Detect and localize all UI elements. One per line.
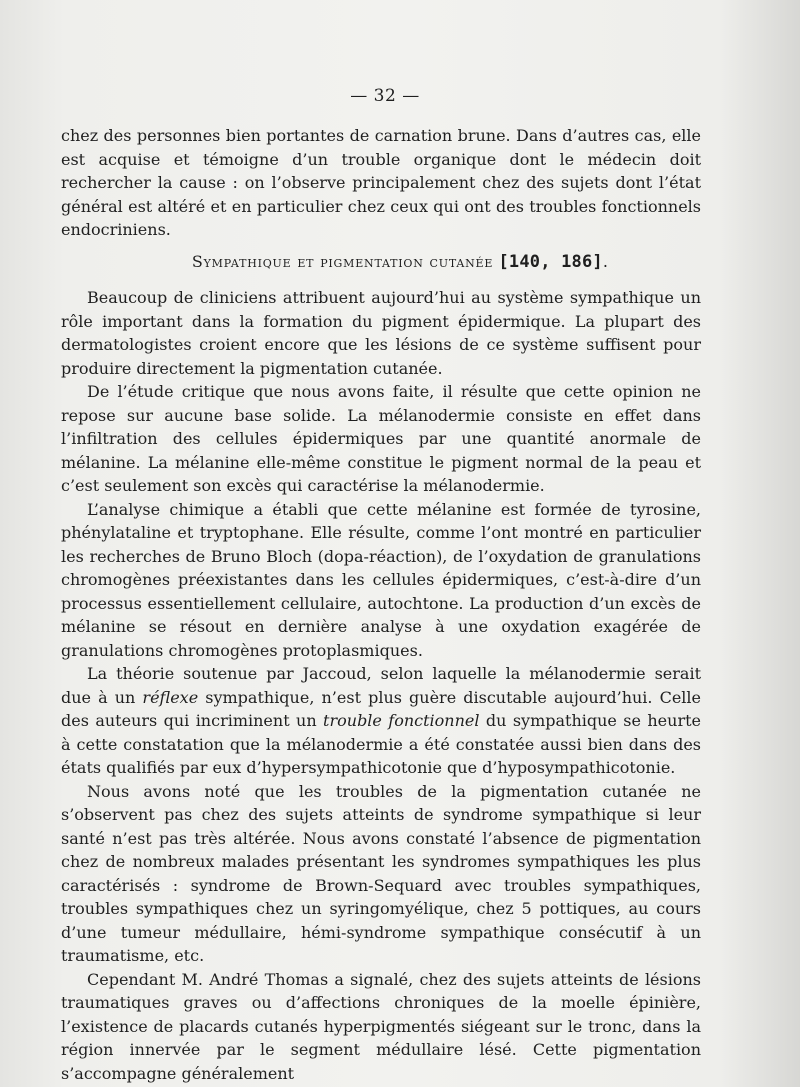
p5-part-a: La théorie soutenue par Jaccoud, selon laquelle la mélanodermie serait due à un: [61, 664, 701, 707]
paragraph-etude-critique: De l’étude critique que nous avons faite, il résulte que cette opinion ne repose sur aucune base solide. La mélanodermie consiste en effet dans l’infiltration des cellules épidermiques par une quantité anormale de mélanine. La mélanine elle-même constitue le pigment normal de la peau et c’est seulement son excès qui caractérise la mélanodermie.: [61, 382, 701, 495]
section-heading-title: Sympathique et pigmentation cutanée: [191, 252, 494, 271]
p5-italic-reflexe: réflexe: [142, 687, 199, 707]
paragraph-troubles-pigmentation: Nous avons noté que les troubles de la pigmentation cutanée ne s’observent pas chez des sujets atteints de syndrome sympathique si leur santé n’est pas très altérée. Nous avons constaté l’absence de pigmentation chez de nombreux malades présentant les syndromes sympathiques les plus caractérisés : syndrome de Brown-Sequard avec troubles sympathiques, troubles sympathiques chez un syringomyélique, chez 5 pottiques, au cours d’une tumeur médullaire, hémi-syndrome sympathique consécutif à un traumatisme, etc.: [61, 781, 701, 965]
section-body: [61, 286, 701, 1085]
section-heading: [0, 252, 800, 272]
section-heading-end: .: [602, 252, 609, 271]
paragraph-analyse-chimique: L’analyse chimique a établi que cette mélanine est formée de tyrosine, phénylataline et tryptophane. Elle résulte, comme l’ont montré en particulier les recherches de Bruno Bloch (dopa-réaction), de l’oxydation de granulations chromogènes préexistantes dans les cellules épidermiques, c’est-à-dire d’un processus essentiellement cellulaire, autochtone. La production d’un excès de mélanine se résout en dernière analyse à une oxydation exagérée de granulations chromogènes protoplasmiques.: [61, 499, 701, 660]
p5-part-c: sympathique, n’est plus guère discutable aujourd’hui. Celle des auteurs qui incriminent un: [61, 687, 702, 730]
paragraph-continuation: chez des personnes bien portantes de carnation brune. Dans d’autres cas, elle est acquise et témoigne d’un trouble organique dont le médecin doit rechercher la cause : on l’observe principalement chez des sujets dont l’état général est altéré et en particulier chez ceux qui ont des troubles fonctionnels endocriniens.: [61, 126, 701, 239]
paragraph-theorie-jaccoud: [61, 662, 701, 780]
paragraph-andre-thomas: Cependant M. André Thomas a signalé, chez des sujets atteints de lésions traumatiques graves ou d’affections chroniques de la moelle épinière, l’existence de placards cutanés hyperpigmentés siégeant sur le tronc, dans la région innervée par le segment médullaire lésé. Cette pigmentation s’accompagne généralement: [61, 969, 701, 1083]
page-number: — 32 —: [350, 86, 420, 106]
p5-italic-trouble: trouble fonctionnel: [323, 711, 480, 730]
p5-part-e: du sympathique se heurte à cette constatation que la mélanodermie a été constatée aussi bien dans des états qualifiés par eux d’hypersympathicotonie que d’hyposympathicotonie.: [61, 711, 701, 777]
section-heading-refs: [140, 186]: [498, 252, 603, 272]
paragraph-sympathique-role: Beaucoup de cliniciens attribuent aujourd’hui au système sympathique un rôle important dans la formation du pigment épidermique. La plupart des dermatologistes croient encore que les lésions de ce système suffisent pour produire directement la pigmentation cutanée.: [61, 288, 701, 378]
